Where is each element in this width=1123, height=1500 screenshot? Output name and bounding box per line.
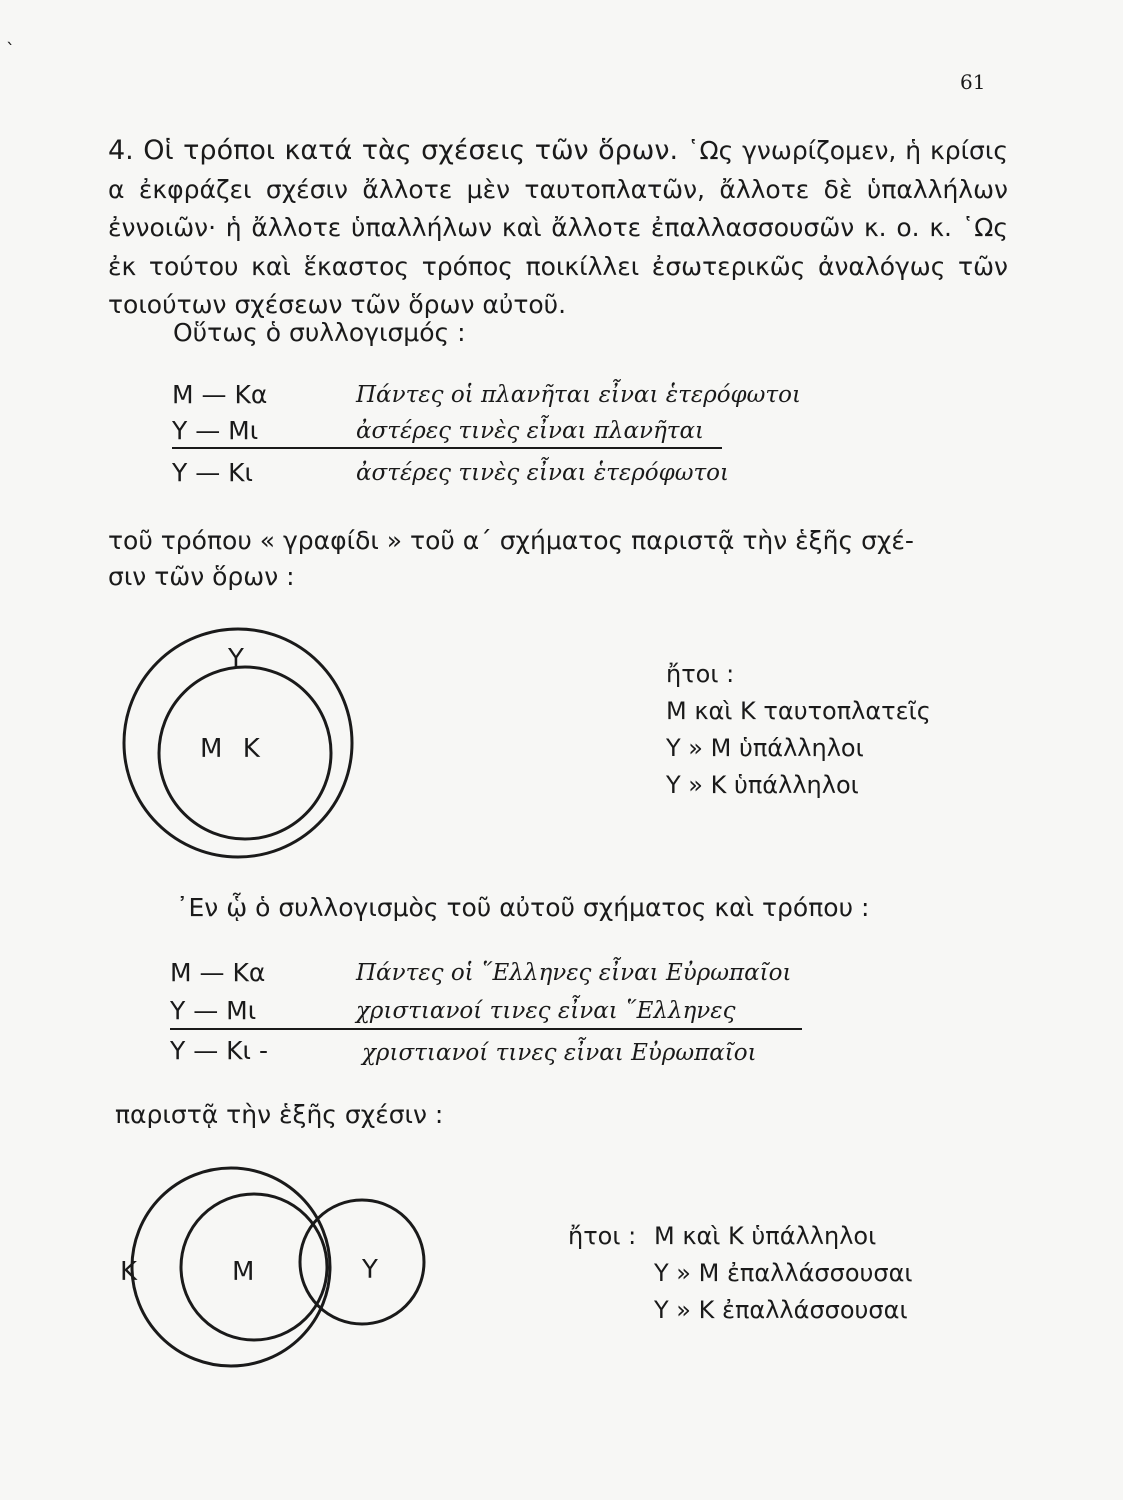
diagram2-relation-2: Υ » Μ ἐπαλλάσσουσαι	[654, 1259, 913, 1287]
diagram2-relations-intro: ἤτοι :	[568, 1222, 637, 1250]
page-number: 61	[960, 70, 986, 94]
venn2-label-k: Κ	[120, 1257, 138, 1287]
diagram1-relation-1: Μ καὶ Κ ταυτοπλατεῖς	[666, 697, 931, 725]
syl2-terms-major: Μ — Κα	[170, 958, 266, 987]
diagram2-relation-3: Υ » Κ ἐπαλλάσσουσαι	[654, 1296, 908, 1324]
venn1-label-y: Υ	[228, 644, 244, 674]
syl2-terms-conclusion: Υ — Κι -	[170, 1036, 268, 1065]
syl2-divider	[170, 1028, 802, 1030]
syl1-conclusion: ἀστέρες τινὲς εἶναι ἑτερόφωτοι	[356, 460, 730, 486]
venn2-label-y: Υ	[362, 1255, 378, 1285]
syl2-premise-major: Πάντες οἱ ῞Ελληνες εἶναι Εὐρωπαῖοι	[356, 960, 792, 986]
syl1-divider	[172, 447, 722, 449]
syl1-premise-major: Πάντες οἱ πλανῆται εἶναι ἑτερόφωτοι	[356, 382, 802, 408]
syl2-terms-minor: Υ — Μι	[170, 996, 257, 1025]
diagram1-relations-intro: ἤτοι :	[666, 660, 735, 688]
syl1-premise-minor: ἀστέρες τινὲς εἶναι πλανῆται	[356, 418, 705, 444]
venn1-label-mk: Μ Κ	[200, 734, 266, 764]
diagram1-relation-3: Υ » Κ ὑπάλληλοι	[666, 771, 859, 799]
syl2-conclusion: χριστιανοί τινες εἶναι Εὐρωπαῖοι	[362, 1040, 757, 1066]
section-body: ῾Ως γνωρίζομεν, ἡ κρίσις α ἐκφράζει σχέσιν ἄλλοτε μὲν ταυτοπλατῶν, ἄλλοτε δὲ ὑπαλλήλων ἐννοιῶν· ἡ ἄλλοτε ὑπαλλήλων καὶ ἄλλοτε ἐπαλλασσουσῶν κ. ο. κ. ῾Ως ἐκ τούτου καὶ ἕκαστος τρόπος ποικίλλει ἐσωτερικῶς ἀναλόγως τῶν τοιούτων σχέσεων τῶν ὅρων αὐτοῦ.	[108, 136, 1009, 319]
section-heading: 4. Οἱ τρόποι κατά τὰς σχέσεις τῶν ὅρων.	[108, 135, 679, 166]
venn-diagram-1	[110, 625, 370, 865]
diagram2-relation-1: Μ καὶ Κ ὑπάλληλοι	[654, 1222, 877, 1250]
syllogism-intro: Οὕτως ὁ συλλογισμός :	[173, 318, 466, 347]
venn-diagram-2	[100, 1165, 430, 1375]
syl2-premise-minor: χριστιανοί τινες εἶναι ῞Ελληνες	[356, 998, 736, 1024]
syl1-terms-major: Μ — Κα	[172, 380, 268, 409]
diagram1-relation-2: Υ » Μ ὑπάλληλοι	[666, 734, 864, 762]
second-syllogism-intro: ᾿Εν ᾧ ὁ συλλογισμὸς τοῦ αὐτοῦ σχήματος καὶ τρόπου :	[176, 893, 870, 922]
mode-description-line2: σιν τῶν ὅρων :	[108, 562, 295, 591]
page-corner-mark: `	[6, 40, 15, 61]
relation-intro: παριστᾷ τὴν ἑξῆς σχέσιν :	[115, 1100, 444, 1129]
mode-description-line1: τοῦ τρόπου « γραφίδι » τοῦ α΄ σχήματος παριστᾷ τὴν ἑξῆς σχέ-	[108, 526, 914, 555]
syl1-terms-conclusion: Υ — Κι	[172, 458, 254, 487]
section-paragraph	[108, 132, 1008, 325]
syl1-terms-minor: Υ — Μι	[172, 416, 259, 445]
venn2-label-m: Μ	[232, 1257, 255, 1287]
